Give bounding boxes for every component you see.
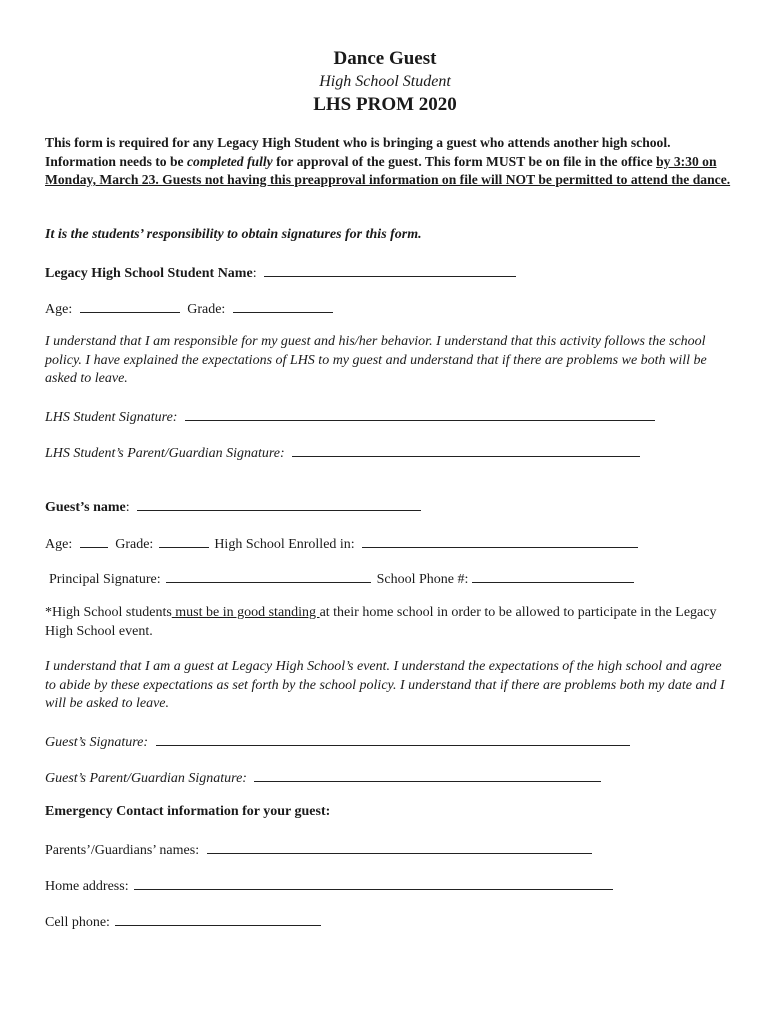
home-address-row: Home address: [45, 875, 613, 896]
student-age-grade-row: Age: Grade: [45, 298, 333, 319]
guest-school-field[interactable] [362, 533, 638, 548]
guest-principal-phone-row: Principal Signature: School Phone #: [49, 568, 634, 589]
cell-phone-row: Cell phone: [45, 911, 321, 932]
guest-age-field[interactable] [80, 533, 108, 548]
student-name-field[interactable] [264, 262, 516, 277]
student-name-row: Legacy High School Student Name: [45, 262, 516, 283]
page-subtitle: High School Student [319, 73, 451, 90]
guest-understanding: I understand that I am a guest at Legacy High School’s event. I understand the expectations of the high school and agree to abide by these expectations as set forth by the school policy. I understand that if there are problems both my date and I will be asked to leave. [45, 659, 725, 711]
student-signature-field[interactable] [185, 406, 655, 421]
guest-parent-signature-field[interactable] [254, 767, 601, 782]
student-parent-signature-row: LHS Student’s Parent/Guardian Signature: [45, 442, 640, 463]
guest-name-field[interactable] [137, 496, 421, 511]
school-phone-field[interactable] [472, 568, 634, 583]
student-parent-signature-field[interactable] [292, 442, 640, 457]
responsibility-note: It is the students’ responsibility to obtain signatures for this form. [45, 227, 422, 242]
student-grade-field[interactable] [233, 298, 333, 313]
student-age-field[interactable] [80, 298, 180, 313]
good-standing-note: *High School students must be in good standing at their home school in order to be allowed to participate in the Legacy High School event. [45, 605, 717, 639]
intro-paragraph: This form is required for any Legacy High Student who is bringing a guest who attends another high school. Information needs to be completed fully for approval of the guest. This form MUST be on file in the office by 3:30 on Monday, March 23. Guests not having this preapproval information on file will NOT be permitted to attend the dance. [45, 135, 731, 187]
parents-names-row: Parents’/Guardians’ names: [45, 839, 592, 860]
guest-age-grade-school-row: Age: Grade: High School Enrolled in: [45, 533, 638, 554]
cell-phone-field[interactable] [115, 911, 321, 926]
student-understanding: I understand that I am responsible for my guest and his/her behavior. I understand that this activity follows the school policy. I have explained the expectations of LHS to my guest and understand that if there are problems we both will be asked to leave. [45, 334, 707, 386]
parents-names-field[interactable] [207, 839, 592, 854]
guest-parent-signature-row: Guest’s Parent/Guardian Signature: [45, 767, 601, 788]
guest-grade-field[interactable] [159, 533, 209, 548]
principal-signature-field[interactable] [166, 568, 371, 583]
page-title: Dance Guest [333, 48, 437, 69]
home-address-field[interactable] [134, 875, 613, 890]
emergency-heading: Emergency Contact information for your guest: [45, 804, 331, 819]
event-title: LHS PROM 2020 [313, 94, 457, 115]
guest-name-row: Guest’s name: [45, 496, 421, 517]
student-signature-row: LHS Student Signature: [45, 406, 655, 427]
guest-signature-row: Guest’s Signature: [45, 731, 630, 752]
guest-signature-field[interactable] [156, 731, 630, 746]
